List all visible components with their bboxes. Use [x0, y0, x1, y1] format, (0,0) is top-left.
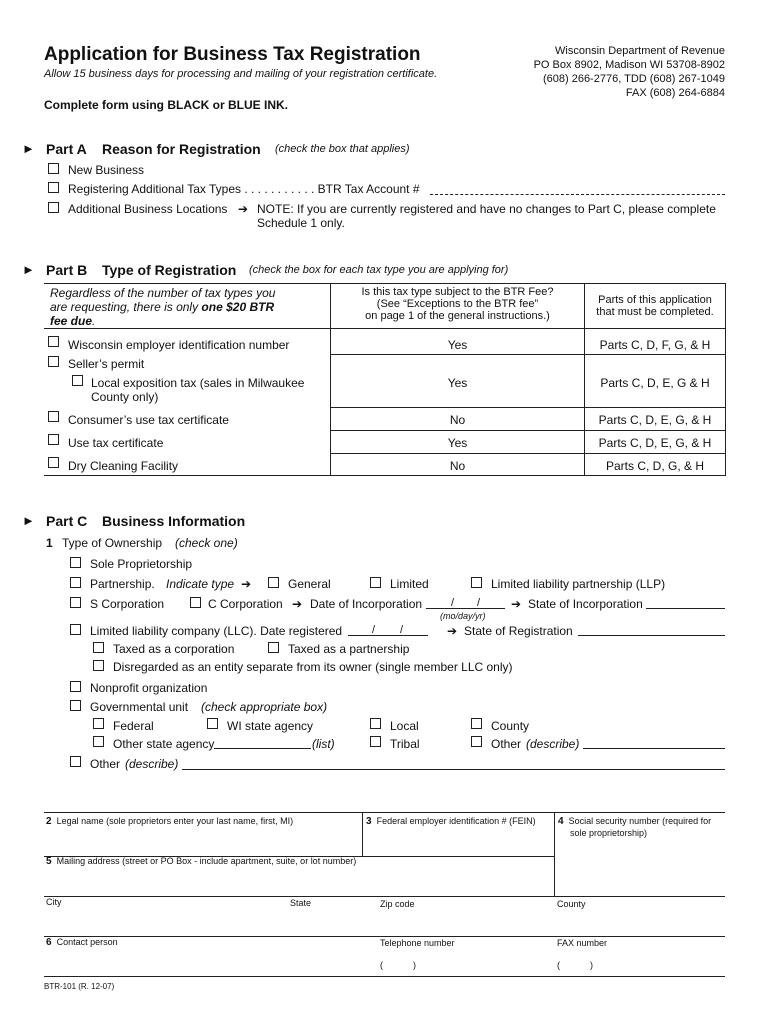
describe-hint: (describe) — [526, 737, 580, 751]
dry-cleaning-label: Dry Cleaning Facility — [68, 459, 179, 473]
llc-label: Limited liability company (LLC). Date registered — [90, 624, 343, 638]
legal-name-label: Legal name (sole proprietors enter your last name, first, MI) — [56, 816, 294, 826]
arrow-icon: ➔ — [511, 597, 522, 611]
dry-cleaning-parts: Parts C, D, G, & H — [605, 459, 704, 473]
additional-locations-checkbox[interactable] — [48, 202, 59, 213]
agency-line: (608) 266-2776, TDD (608) 267-1049 — [542, 73, 725, 85]
dry-cleaning-fee: No — [449, 459, 466, 473]
contact-person-field[interactable] — [46, 937, 118, 948]
table-rule — [330, 453, 725, 454]
agency-line: PO Box 8902, Madison WI 53708-8902 — [533, 59, 725, 71]
field-number: 2 — [46, 816, 52, 827]
c-corporation-label: C Corporation — [208, 597, 283, 611]
paren: ) — [590, 960, 593, 970]
use-tax-label: Use tax certificate — [68, 436, 164, 450]
taxed-partnership-label: Taxed as a partnership — [288, 642, 410, 656]
arrow-icon: ➔ — [292, 597, 303, 611]
btr-fee-header-line: Is this tax type subject to the BTR Fee? — [361, 286, 554, 298]
tribal-checkbox[interactable] — [370, 736, 381, 747]
local-exposition-checkbox[interactable] — [72, 375, 83, 386]
q1-note: (check one) — [175, 536, 238, 550]
new-business-label: New Business — [68, 163, 145, 177]
parts-header-line: that must be completed. — [596, 306, 714, 318]
wi-employer-id-checkbox[interactable] — [48, 336, 59, 347]
btr-fee-column-header — [331, 286, 584, 322]
federal-label: Federal — [113, 719, 154, 733]
fields-rule — [44, 936, 725, 937]
form-title: Application for Business Tax Registration — [44, 44, 421, 65]
btr-fee-note-line — [50, 314, 275, 328]
pointer-icon: ► — [22, 141, 35, 156]
general-partnership-checkbox[interactable] — [268, 577, 279, 588]
other-gov-field[interactable] — [583, 748, 725, 749]
pointer-icon: ► — [22, 262, 35, 277]
fields-divider — [554, 812, 555, 896]
paren: ) — [413, 960, 416, 970]
llp-label: Limited liability partnership (LLP) — [491, 577, 666, 591]
paren: ( — [380, 960, 383, 970]
contact-person-label: Contact person — [56, 937, 118, 947]
consumer-use-tax-parts: Parts C, D, E, G, & H — [598, 413, 712, 427]
local-exposition-fee: Yes — [447, 376, 468, 390]
fax-label: FAX number — [557, 938, 608, 948]
date-incorporation-field[interactable] — [426, 608, 505, 609]
part-a-note: (check the box that applies) — [275, 143, 410, 155]
list-hint: (list) — [312, 737, 335, 751]
sellers-permit-checkbox[interactable] — [48, 356, 59, 367]
describe-hint: (describe) — [125, 757, 179, 771]
wi-employer-id-parts: Parts C, D, F, G, & H — [599, 338, 711, 352]
field-number: 6 — [46, 937, 52, 948]
state-registration-field[interactable] — [578, 635, 725, 636]
limited-partnership-checkbox[interactable] — [370, 577, 381, 588]
form-id: BTR-101 (R. 12-07) — [44, 982, 115, 991]
part-a-note-line1: NOTE: If you are currently registered and have no changes to Part C, please complete — [257, 202, 716, 216]
table-rule — [330, 407, 725, 408]
llp-checkbox[interactable] — [471, 577, 482, 588]
date-slash: / — [400, 624, 404, 636]
ssn-label-2: sole proprietorship) — [570, 828, 648, 838]
btr-fee-note-line — [50, 300, 275, 314]
partnership-label: Partnership. — [90, 577, 155, 591]
table-divider — [725, 283, 726, 475]
sole-proprietorship-checkbox[interactable] — [70, 557, 81, 568]
taxed-partnership-checkbox[interactable] — [268, 642, 279, 653]
local-exposition-label-2: County only) — [91, 390, 159, 404]
other-gov-checkbox[interactable] — [471, 736, 482, 747]
telephone-field[interactable] — [380, 960, 416, 970]
nonprofit-label: Nonprofit organization — [90, 681, 208, 695]
fein-field[interactable] — [366, 816, 536, 827]
wi-employer-id-label: Wisconsin employer identification number — [68, 338, 290, 352]
governmental-unit-label: Governmental unit — [90, 700, 189, 714]
field-number: 5 — [46, 856, 52, 867]
part-a-title: Reason for Registration — [102, 141, 261, 157]
part-c-title: Business Information — [102, 513, 246, 529]
county-gov-checkbox[interactable] — [471, 718, 482, 729]
consumer-use-tax-fee: No — [449, 413, 466, 427]
tribal-label: Tribal — [390, 737, 420, 751]
limited-partnership-label: Limited — [390, 577, 429, 591]
date-slash: / — [477, 597, 481, 609]
partnership-checkbox[interactable] — [70, 577, 81, 588]
wi-employer-id-fee: Yes — [447, 338, 468, 352]
s-corporation-checkbox[interactable] — [70, 597, 81, 608]
other-gov-label: Other — [491, 737, 522, 751]
field-number: 4 — [558, 816, 564, 827]
local-exposition-parts: Parts C, D, E, G & H — [600, 376, 710, 390]
s-corporation-label: S Corporation — [90, 597, 165, 611]
disregarded-entity-label: Disregarded as an entity separate from its owner (single member LLC only) — [113, 660, 513, 674]
btr-fee-note-text: are requesting, there is only — [50, 300, 202, 314]
fields-rule — [44, 896, 725, 897]
other-ownership-label: Other — [90, 757, 121, 771]
btr-fee-header-line: on page 1 of the general instructions.) — [365, 310, 550, 322]
date-format-hint: (mo/day/yr) — [440, 611, 486, 621]
state-incorporation-label: State of Incorporation — [528, 597, 643, 611]
consumer-use-tax-checkbox[interactable] — [48, 411, 59, 422]
c-corporation-checkbox[interactable] — [190, 597, 201, 608]
taxed-corporation-label: Taxed as a corporation — [113, 642, 235, 656]
ssn-field[interactable] — [558, 816, 711, 827]
local-gov-label: Local — [390, 719, 419, 733]
parts-header-line: Parts of this application — [598, 294, 712, 306]
table-rule — [44, 328, 726, 329]
consumer-use-tax-label: Consumer’s use tax certificate — [68, 413, 229, 427]
mailing-address-label: Mailing address (street or PO Box - include apartment, suite, or lot number) — [56, 856, 357, 866]
other-state-agency-field[interactable] — [214, 748, 311, 749]
arrow-icon: ➔ — [241, 577, 252, 591]
btr-fee-note-line: Regardless of the number of tax types you — [50, 286, 276, 300]
state-label: State — [290, 898, 312, 908]
btr-fee-header-line: (See “Exceptions to the BTR fee” — [376, 298, 539, 310]
btr-fee-amount: one $20 BTR — [201, 300, 275, 314]
legal-name-field[interactable] — [46, 816, 293, 827]
part-b-title: Type of Registration — [102, 262, 237, 278]
use-tax-parts: Parts C, D, E, G, & H — [598, 436, 712, 450]
part-a-note-line2: Schedule 1 only. — [257, 216, 345, 230]
paren: ( — [557, 960, 560, 970]
governmental-unit-checkbox[interactable] — [70, 700, 81, 711]
agency-line: FAX (608) 264-6884 — [625, 87, 725, 99]
fax-field[interactable] — [557, 960, 593, 970]
zip-label: Zip code — [380, 899, 415, 909]
part-a-label: Part A — [46, 141, 87, 157]
county-gov-label: County — [491, 719, 530, 733]
btr-fee-note — [50, 286, 275, 328]
fields-rule — [44, 812, 725, 813]
wi-state-agency-label: WI state agency — [227, 719, 314, 733]
btr-fee-note-period: . — [92, 314, 96, 328]
btr-fee-due: fee due — [50, 314, 93, 328]
agency-address — [534, 44, 725, 100]
part-c-label: Part C — [46, 513, 88, 529]
part-b-note: (check the box for each tax type you are applying for) — [249, 264, 509, 276]
pointer-icon: ► — [22, 513, 35, 528]
arrow-icon: ➔ — [447, 624, 458, 638]
form-subtitle: Allow 15 business days for processing and mailing of your registration certificate. — [44, 68, 438, 80]
llc-date-field[interactable] — [348, 635, 428, 636]
indicate-type-label: Indicate type — [166, 577, 235, 591]
part-b-label: Part B — [46, 262, 88, 278]
new-business-checkbox[interactable] — [48, 163, 59, 174]
county-label: County — [557, 899, 586, 909]
local-exposition-label: Local exposition tax (sales in Milwaukee — [91, 376, 305, 390]
federal-checkbox[interactable] — [93, 718, 104, 729]
table-rule — [330, 430, 725, 431]
agency-line: Wisconsin Department of Revenue — [555, 45, 725, 57]
other-state-agency-checkbox[interactable] — [93, 736, 104, 747]
governmental-unit-note: (check appropriate box) — [201, 700, 328, 714]
date-slash: / — [451, 597, 455, 609]
telephone-label: Telephone number — [380, 938, 455, 948]
state-incorporation-field[interactable] — [646, 608, 725, 609]
date-slash: / — [372, 624, 376, 636]
table-rule — [330, 354, 725, 355]
taxed-corporation-checkbox[interactable] — [93, 642, 104, 653]
fein-label: Federal employer identification # (FEIN) — [376, 816, 536, 826]
arrow-icon: ➔ — [238, 202, 249, 216]
sole-proprietorship-label: Sole Proprietorship — [90, 557, 193, 571]
fields-divider — [362, 812, 363, 856]
parts-column-header — [585, 294, 725, 318]
general-partnership-label: General — [288, 577, 331, 591]
table-rule — [44, 475, 726, 476]
city-label: City — [46, 897, 62, 907]
ink-instructions: Complete form using BLACK or BLUE INK. — [44, 98, 289, 112]
dry-cleaning-checkbox[interactable] — [48, 457, 59, 468]
disregarded-entity-checkbox[interactable] — [93, 660, 104, 671]
nonprofit-checkbox[interactable] — [70, 681, 81, 692]
additional-locations-label: Additional Business Locations — [68, 202, 228, 216]
ssn-label: Social security number (required for — [568, 816, 712, 826]
use-tax-checkbox[interactable] — [48, 434, 59, 445]
q1-number: 1 — [46, 536, 53, 550]
additional-tax-checkbox[interactable] — [48, 182, 59, 193]
local-gov-checkbox[interactable] — [370, 718, 381, 729]
other-state-agency-label: Other state agency — [113, 737, 215, 751]
sellers-permit-label: Seller’s permit — [68, 357, 145, 371]
q1-label: Type of Ownership — [62, 536, 163, 550]
table-rule — [44, 283, 726, 284]
date-incorporation-label: Date of Incorporation — [310, 597, 423, 611]
other-ownership-field[interactable] — [182, 769, 725, 770]
other-ownership-checkbox[interactable] — [70, 756, 81, 767]
field-number: 3 — [366, 816, 372, 827]
btr-account-field[interactable] — [430, 194, 725, 195]
state-registration-label: State of Registration — [464, 624, 573, 638]
wi-state-agency-checkbox[interactable] — [207, 718, 218, 729]
llc-checkbox[interactable] — [70, 624, 81, 635]
use-tax-fee: Yes — [447, 436, 468, 450]
mailing-address-field[interactable] — [46, 856, 356, 867]
additional-tax-label: Registering Additional Tax Types . . . . . . . . . . . BTR Tax Account # — [68, 182, 420, 196]
fields-rule — [44, 976, 725, 977]
